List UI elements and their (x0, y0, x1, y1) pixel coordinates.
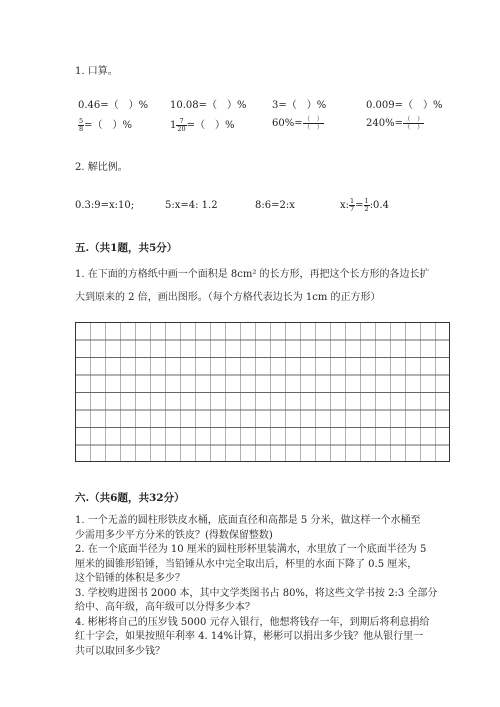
section-6-questions (75, 514, 455, 659)
mental-math-item: 1 $\frac{7}{20}$ =（ ）% (170, 117, 235, 133)
question-line: 少需用多少平方分米的铁皮？(得数保留整数) (75, 529, 273, 541)
fraction: $\frac{1}{2}$ (364, 197, 369, 213)
section-5-title: 五.（共1题，共5分） (75, 242, 178, 254)
proportion-item: 8:6=2:x (255, 200, 295, 211)
mental-math-item: 240%= $\frac{( )}{( )}$ (366, 115, 424, 131)
proportion-item: 5:x=4: 1.2 (165, 200, 218, 211)
fraction: $\frac{5}{8}$ (79, 117, 84, 133)
mental-math-item: 10.08=（ ）% (170, 100, 247, 111)
fraction: $\frac{( )}{( )}$ (303, 115, 324, 131)
mental-math-item: 0.46=（ ）% (78, 100, 149, 111)
question-2-title: 2. 解比例。 (75, 162, 128, 173)
square-grid-paper[interactable] (75, 322, 450, 462)
question-line: 1. 一个无盖的圆柱形铁皮水桶，底面直径和高都是 5 分米，做这样一个水桶至 (75, 515, 421, 526)
mental-math-item: 60%= $\frac{( )}{( )}$ (272, 115, 324, 131)
question-line: 给中、高年级，高年级可以分得多少本？ (75, 602, 255, 613)
mental-math-item: 3=（ ）% (272, 100, 327, 111)
section-6-title: 六.（共6题，共32分） (75, 492, 185, 504)
question-line: 大到原来的 2 倍，画出图形。（每个方格代表边长为 1cm 的正方形） (75, 292, 381, 303)
question-line: 红十字会，如果按照年利率 4. 14%计算，彬彬可以捐出多少钱？他从银行里一 (75, 631, 424, 642)
fraction: $\frac{( )}{( )}$ (403, 115, 424, 131)
question-line: 4. 彬彬将自己的压岁钱 5000 元存入银行，他想将钱存一年，到期后将利息捐给 (75, 616, 430, 628)
question-line: 厘米的圆锥形铅锤，当铅锤从水中完全取出后，杯里的水面下降了 0.5 厘米， (75, 558, 418, 570)
question-line: 这个铅锤的体积是多少？ (75, 573, 185, 584)
question-line: 1. 在下面的方格纸中画一个面积是 8cm² 的长方形，再把这个长方形的各边长扩 (75, 269, 430, 280)
mental-math-item: 0.009=（ ）% (366, 100, 443, 111)
fraction: $\frac{7}{20}$ (177, 117, 186, 133)
question-line: 2. 在一个底面半径为 10 厘米的圆柱形杯里装满水，水里放了一个底面半径为 5 (75, 544, 427, 555)
proportion-item: x: $\frac{1}{7}$ = $\frac{1}{2}$ :0.4 (340, 197, 389, 213)
mental-math-item: $\frac{5}{8}$ =（ ）% (79, 117, 133, 133)
question-1-title: 1. 口算。 (75, 66, 118, 77)
question-line: 3. 学校购进图书 2000 本，其中文学类图书占 80%，将这些文学书按 2:3 全部分 (75, 587, 438, 599)
fraction: $\frac{1}{7}$ (350, 197, 355, 213)
question-line: 共可以取回多少钱？ (75, 645, 165, 657)
proportion-item: 0.3:9=x:10; (75, 200, 135, 211)
